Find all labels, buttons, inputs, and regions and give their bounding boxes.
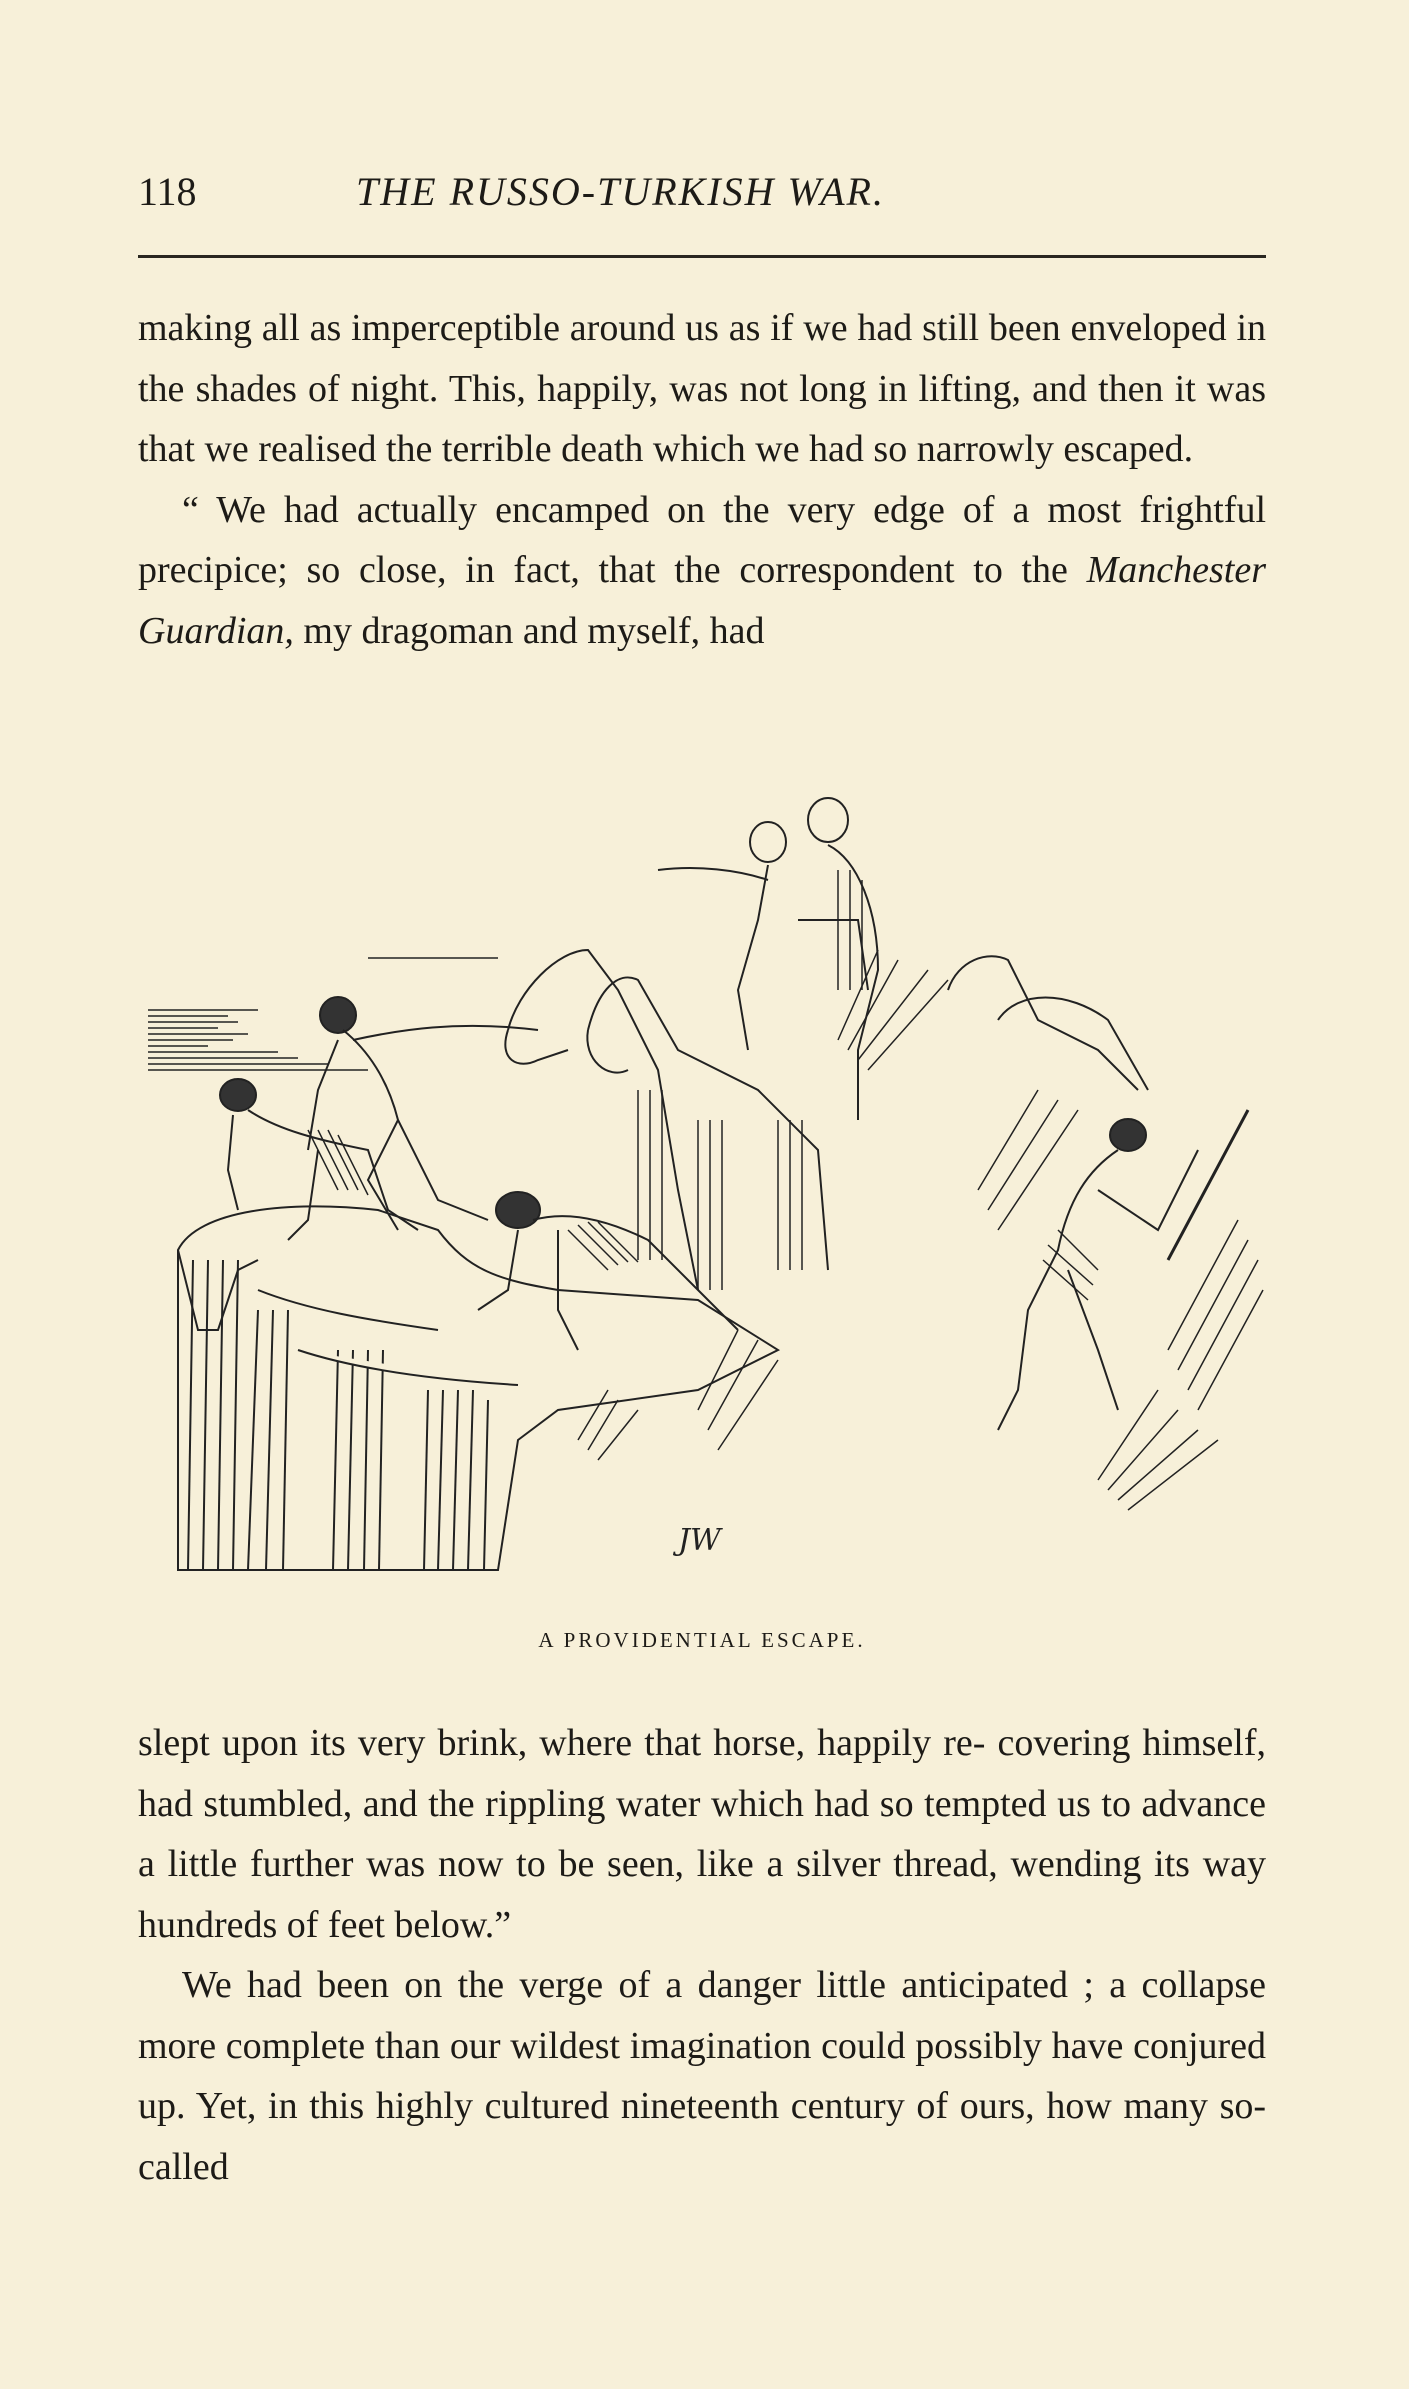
newspaper-title: Manchester Guardian,	[138, 549, 1266, 652]
text-line: slept upon its very brink, where that horse, happily re-	[138, 1722, 986, 1764]
text-line: still been enveloped in the shades of night. This, happily,	[138, 307, 1267, 410]
paragraph	[138, 298, 1266, 480]
grass-hatching	[578, 950, 1263, 1510]
text-line: covering himself, had stumbled, and the rippling water	[138, 1722, 1267, 1825]
page-header	[138, 168, 1266, 228]
text-line: We had been on the verge of a danger little anticipated ;	[182, 1964, 1094, 2006]
horses	[505, 950, 1148, 1290]
text-line: hundreds of feet below.”	[138, 1903, 512, 1946]
figure-leaning-forward	[308, 997, 538, 1230]
text-line: a collapse more complete than our wildest imagination	[138, 1964, 1267, 2067]
page-number: 118	[138, 169, 197, 214]
cliff	[178, 1206, 778, 1570]
illustrator-signature: JW	[678, 1523, 721, 1558]
text-line: the terrible death which we had so narrowly escaped.	[385, 428, 1194, 470]
text-line: now to be seen, like a silver thread, wending its way	[437, 1843, 1267, 1885]
riders	[658, 798, 878, 1120]
text-line: making all as imperceptible around us as if we had	[138, 307, 913, 349]
text-line: cultured nineteenth century of ours, how many so-called	[138, 2085, 1267, 2188]
text-line: was not long in lifting, and then it was that we realised	[138, 367, 1267, 470]
paragraph	[138, 1713, 1266, 1955]
text-line: which had so tempted us to advance a little further was	[138, 1782, 1266, 1885]
running-title: THE RUSSO-TURKISH WAR.	[356, 169, 885, 214]
bottom-text	[138, 1713, 1266, 2197]
text-line: could possibly have conjured up. Yet, in this highly	[138, 2024, 1267, 2127]
paragraph	[138, 480, 1266, 662]
text-line: frightful precipice; so close, in fact, that the correspondent	[138, 488, 1267, 591]
engraving-illustration	[138, 790, 1268, 1590]
paragraph	[138, 1955, 1266, 2197]
header-rule	[138, 255, 1266, 258]
top-text	[138, 298, 1266, 661]
text-line: “ We had actually encamped on the very edge of a most	[182, 488, 1122, 531]
illustration-caption: A PROVIDENTIAL ESCAPE.	[538, 1628, 866, 1652]
text-line-end: my dragoman and myself, had	[293, 609, 765, 652]
text-line-start: to the	[973, 549, 1087, 591]
